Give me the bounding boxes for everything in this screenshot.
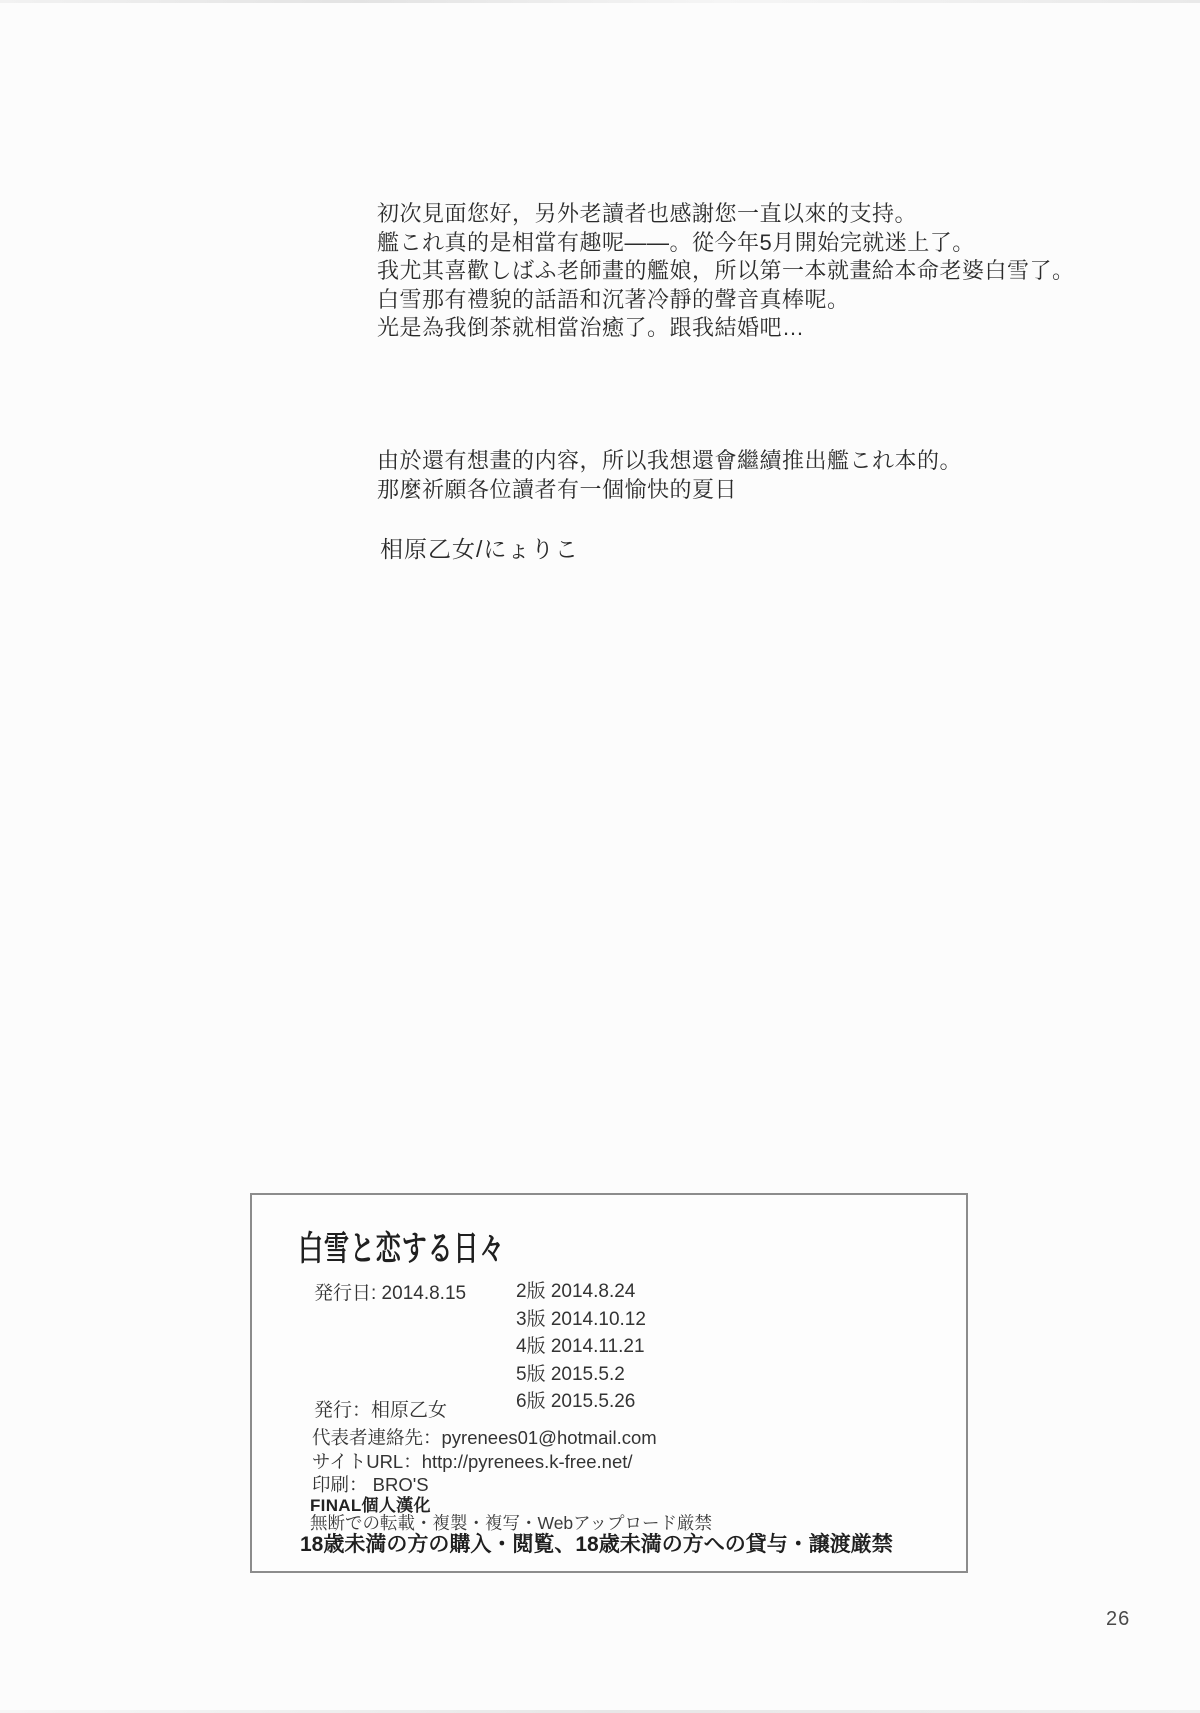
no-reproduction-notice: 無断での転載・複製・複写・Webアップロード厳禁 [310,1513,712,1533]
author-signature: 相原乙女/にょりこ [380,536,579,562]
afterword-line: 我尤其喜歡しばふ老師畫的艦娘，所以第一本就畫給本命老婆白雪了。 [377,258,1075,284]
afterword-paragraph-2 [377,447,962,504]
contact-email-line: 代表者連絡先：pyrenees01@hotmail.com [312,1427,657,1448]
edition-item: 4版 2014.11.21 [516,1336,645,1358]
scan-edge-top [0,0,1200,3]
edition-item: 2版 2014.8.24 [516,1281,636,1302]
edition-item: 3版 2014.10.12 [516,1308,646,1330]
age-restriction-warning: 18歳未満の方の購入・閲覧、18歳未満の方への貸与・譲渡厳禁 [300,1533,893,1556]
book-title: 白雪と恋する日々 [298,1230,506,1268]
printer-line: 印刷： BRO'S [312,1474,429,1495]
afterword-paragraph-1 [377,200,1075,343]
issue-date: 発行日: 2014.8.15 [314,1283,467,1304]
translation-credit-line: FINAL個人漢化 [310,1496,431,1515]
afterword-line: 由於還有想畫的内容，所以我想還會繼續推出艦これ本的。 [377,448,963,473]
edition-item: 6版 2015.5.26 [516,1391,636,1413]
page-number: 26 [1106,1608,1131,1630]
edition-list [516,1278,646,1416]
publisher-line: 発行：相原乙女 [314,1400,448,1421]
afterword-line: 白雪那有禮貌的話語和沉著冷靜的聲音真棒呢。 [377,286,850,312]
colophon-box [250,1193,968,1573]
afterword-line: 光是為我倒茶就相當治癒了。跟我結婚吧… [377,315,805,341]
afterword-line: 艦これ真的是相當有趣呢——。從今年5月開始完就迷上了。 [377,229,975,255]
site-url-line: サイトURL：http://pyrenees.k-free.net/ [312,1451,633,1472]
edition-item: 5版 2015.5.2 [516,1363,625,1385]
afterword-line: 那麼祈願各位讀者有一個愉快的夏日 [377,476,738,502]
afterword-line: 初次見面您好，另外老讀者也感謝您一直以來的支持。 [377,201,918,226]
